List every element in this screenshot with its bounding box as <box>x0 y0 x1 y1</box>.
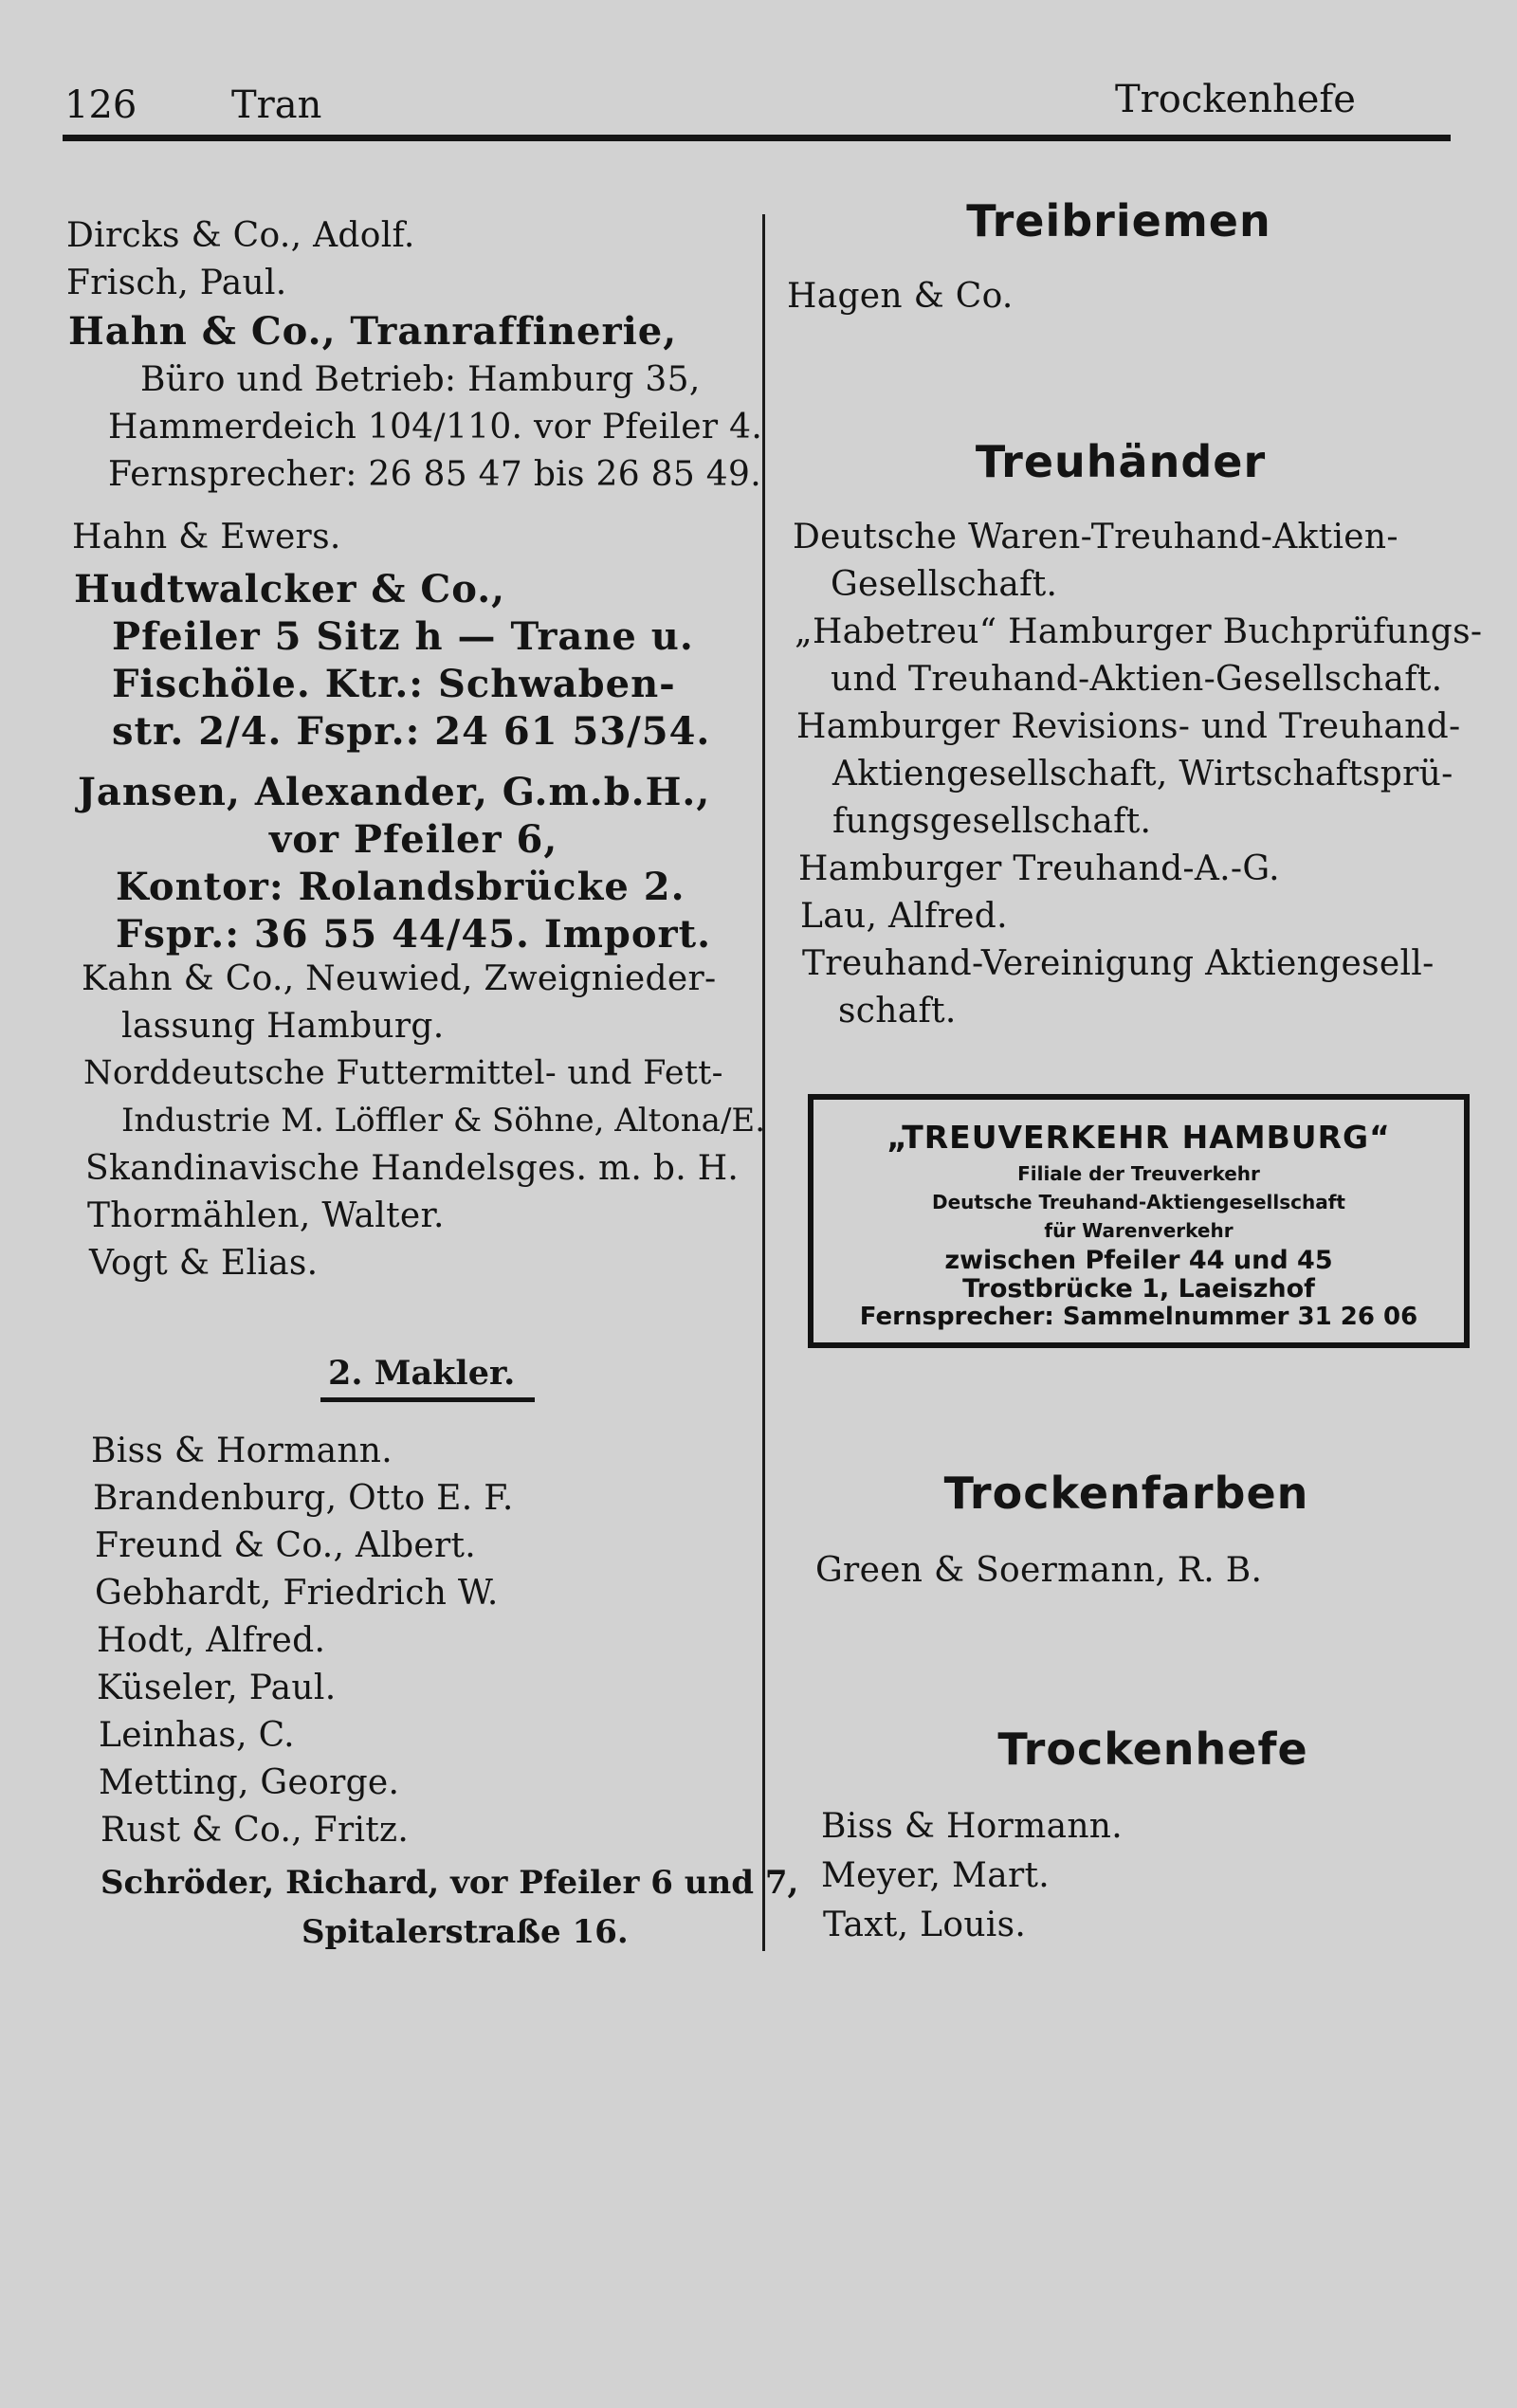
list-item-bold: Schröder, Richard, vor Pfeiler 6 und 7, <box>101 1864 799 1902</box>
list-item-bold: Hudtwalcker & Co., <box>74 567 506 611</box>
list-item: Taxt, Louis. <box>823 1906 1027 1944</box>
category-heading: Treuhänder <box>975 436 1267 487</box>
category-heading: Treibriemen <box>966 195 1271 246</box>
header-rule <box>63 135 1451 141</box>
entry-detail-bold: Pfeiler 5 Sitz h — Trane u. <box>112 614 694 659</box>
list-item-bold: Hahn & Co., Tranraffinerie, <box>68 309 678 354</box>
entry-detail: fungsgesellschaft. <box>832 802 1152 841</box>
list-item: Green & Soermann, R. B. <box>815 1551 1263 1590</box>
list-item: Norddeutsche Futtermittel- und Fett- <box>83 1054 723 1092</box>
list-item: Metting, George. <box>99 1763 400 1802</box>
subheading-rule <box>320 1397 535 1402</box>
list-item: Hamburger Revisions- und Treuhand- <box>796 707 1461 746</box>
entry-detail: Gesellschaft. <box>831 565 1058 604</box>
ad-line: zwischen Pfeiler 44 und 45 <box>944 1246 1333 1275</box>
entry-detail-bold: Spitalerstraße 16. <box>302 1913 629 1951</box>
list-item: Treuhand-Vereinigung Aktiengesell- <box>802 944 1435 983</box>
category-heading: Trockenfarben <box>943 1468 1309 1519</box>
entry-detail: und Treuhand-Aktien-Gesellschaft. <box>831 660 1443 699</box>
header-right-word: Trockenhefe <box>1115 78 1356 121</box>
ad-line: Fernsprecher: Sammelnummer 31 26 06 <box>859 1303 1418 1331</box>
entry-detail-bold: vor Pfeiler 6, <box>269 817 558 862</box>
list-item: Biss & Hormann. <box>821 1807 1124 1846</box>
column-divider <box>762 214 765 1951</box>
entry-detail: Industrie M. Löffler & Söhne, Altona/E. <box>121 1102 766 1140</box>
list-item: Küseler, Paul. <box>97 1669 337 1707</box>
list-item: Thormählen, Walter. <box>87 1196 445 1235</box>
list-item: Kahn & Co., Neuwied, Zweignieder- <box>82 959 717 998</box>
list-item: „Habetreu“ Hamburger Buchprüfungs- <box>795 612 1483 651</box>
list-item: Frisch, Paul. <box>66 264 287 302</box>
entry-detail-bold: Kontor: Rolandsbrücke 2. <box>116 865 685 909</box>
list-item: Hagen & Co. <box>787 277 1014 316</box>
list-item: Hamburger Treuhand-A.-G. <box>798 849 1280 888</box>
entry-detail: schaft. <box>838 992 957 1031</box>
list-item: Gebhardt, Friedrich W. <box>95 1574 499 1613</box>
list-item: Lau, Alfred. <box>800 897 1008 936</box>
list-item: Dircks & Co., Adolf. <box>66 216 415 255</box>
entry-detail: Aktiengesellschaft, Wirtschaftsprü- <box>832 755 1453 794</box>
header-left-word: Tran <box>231 83 322 127</box>
list-item-bold: Jansen, Alexander, G.m.b.H., <box>78 770 711 814</box>
ad-line: Trostbrücke 1, Laeiszhof <box>962 1274 1315 1304</box>
ad-line: Deutsche Treuhand-Aktiengesellschaft <box>931 1191 1345 1213</box>
subheading: 2. Makler. <box>328 1354 516 1393</box>
list-item: Brandenburg, Otto E. F. <box>93 1479 514 1518</box>
entry-detail: Büro und Betrieb: Hamburg 35, <box>140 360 701 399</box>
entry-detail: Fernsprecher: 26 85 47 bis 26 85 49. <box>108 455 761 494</box>
ad-line: Filiale der Treuverkehr <box>1017 1162 1260 1185</box>
list-item: Skandinavische Handelsges. m. b. H. <box>85 1149 740 1188</box>
list-item: Leinhas, C. <box>99 1716 295 1755</box>
advertisement-box <box>808 1094 1470 1348</box>
ad-title: „TREUVERKEHR HAMBURG“ <box>886 1119 1391 1156</box>
list-item: Deutsche Waren-Treuhand-Aktien- <box>793 518 1398 556</box>
list-item: Vogt & Elias. <box>89 1244 319 1283</box>
list-item: Rust & Co., Fritz. <box>101 1811 410 1850</box>
entry-detail: lassung Hamburg. <box>121 1007 445 1046</box>
list-item: Hodt, Alfred. <box>97 1621 326 1660</box>
entry-detail-bold: Fspr.: 36 55 44/45. Import. <box>116 912 712 957</box>
entry-detail-bold: str. 2/4. Fspr.: 24 61 53/54. <box>112 709 711 754</box>
list-item: Freund & Co., Albert. <box>95 1526 477 1565</box>
page-number: 126 <box>64 83 137 127</box>
ad-line: für Warenverkehr <box>1044 1219 1234 1242</box>
entry-detail: Hammerdeich 104/110. vor Pfeiler 4. <box>108 408 763 447</box>
entry-detail-bold: Fischöle. Ktr.: Schwaben- <box>112 662 676 706</box>
list-item: Meyer, Mart. <box>821 1856 1050 1895</box>
category-heading: Trockenhefe <box>997 1724 1308 1775</box>
list-item: Hahn & Ewers. <box>72 518 341 556</box>
list-item: Biss & Hormann. <box>91 1432 393 1470</box>
